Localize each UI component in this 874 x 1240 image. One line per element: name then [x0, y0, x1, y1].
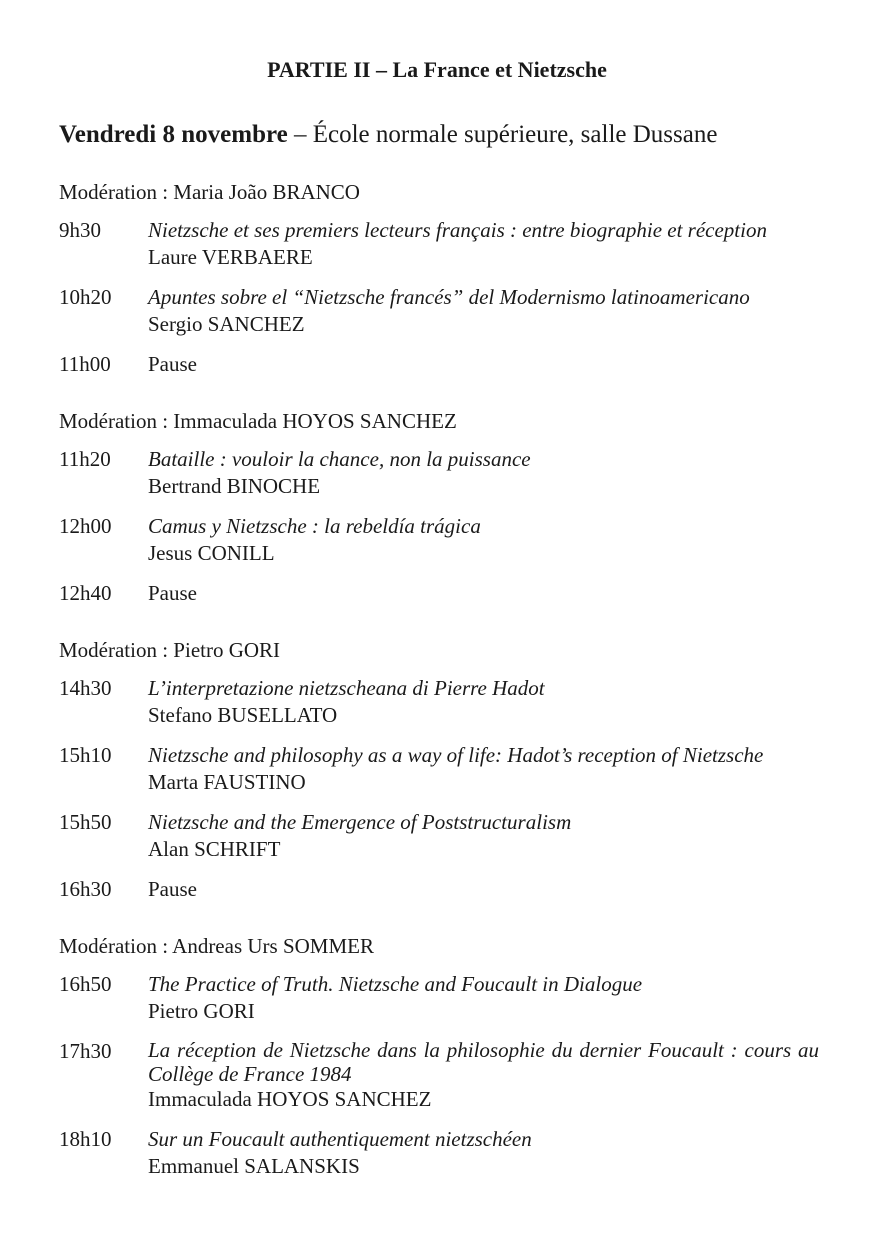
entry-content [148, 446, 819, 500]
session-block [59, 406, 819, 607]
talk-row [59, 217, 819, 271]
speaker-name: Laure VERBAERE [148, 245, 313, 269]
entry-content [148, 580, 819, 607]
part-title: PARTIE II – La France et Nietzsche [267, 57, 607, 82]
session-block [59, 177, 819, 378]
time-slot: 15h10 [59, 743, 112, 767]
entry-content [148, 742, 819, 796]
time-slot: 14h30 [59, 676, 112, 700]
talk-title: La réception de Nietzsche dans la philosophie du dernier Foucault : cours au Collège de France 1984 [148, 1038, 819, 1086]
schedule [59, 177, 819, 1180]
talk-title: L’interpretazione nietzscheana di Pierre Hadot [148, 676, 545, 700]
talk-row [59, 446, 819, 500]
pause-label: Pause [148, 581, 197, 605]
entry-content [148, 876, 819, 903]
time-slot: 11h20 [59, 447, 111, 471]
talk-title: Camus y Nietzsche : la rebeldía trágica [148, 514, 481, 538]
moderation-line: Modération : Maria João BRANCO [59, 180, 360, 204]
talk-title: Sur un Foucault authentiquement nietzschéen [148, 1127, 532, 1151]
time-slot: 16h50 [59, 972, 112, 996]
pause-label: Pause [148, 352, 197, 376]
day-heading [59, 119, 839, 151]
time-slot: 9h30 [59, 218, 101, 242]
pause-row [59, 351, 819, 378]
speaker-name: Immaculada HOYOS SANCHEZ [148, 1087, 432, 1111]
day-name: Vendredi 8 novembre [59, 121, 288, 148]
pause-label: Pause [148, 877, 197, 901]
entry-content [148, 284, 819, 338]
talk-row [59, 1038, 819, 1113]
time-slot: 15h50 [59, 810, 112, 834]
entry-content [148, 217, 819, 271]
speaker-name: Emmanuel SALANSKIS [148, 1154, 360, 1178]
time-slot: 12h00 [59, 514, 112, 538]
moderation-line: Modération : Andreas Urs SOMMER [59, 934, 374, 958]
entry-content [148, 809, 819, 863]
moderation-line: Modération : Immaculada HOYOS SANCHEZ [59, 409, 457, 433]
speaker-name: Sergio SANCHEZ [148, 312, 305, 336]
speaker-name: Jesus CONILL [148, 541, 275, 565]
time-slot: 17h30 [59, 1039, 112, 1063]
speaker-name: Pietro GORI [148, 999, 255, 1023]
speaker-name: Bertrand BINOCHE [148, 474, 321, 498]
speaker-name: Stefano BUSELLATO [148, 703, 338, 727]
talk-row [59, 284, 819, 338]
pause-row [59, 580, 819, 607]
pause-row [59, 876, 819, 903]
time-slot: 12h40 [59, 581, 112, 605]
day-location: – École normale supérieure, salle Dussane [287, 121, 718, 148]
time-slot: 11h00 [59, 352, 111, 376]
talk-title: The Practice of Truth. Nietzsche and Foucault in Dialogue [148, 972, 643, 996]
time-slot: 16h30 [59, 877, 112, 901]
talk-title: Bataille : vouloir la chance, non la puissance [148, 447, 531, 471]
entry-content [148, 513, 819, 567]
entry-content [148, 1126, 819, 1180]
talk-row [59, 742, 819, 796]
talk-title: Nietzsche and philosophy as a way of life: Hadot’s reception of Nietzsche [148, 743, 764, 767]
time-slot: 18h10 [59, 1127, 112, 1151]
talk-row [59, 513, 819, 567]
speaker-name: Marta FAUSTINO [148, 770, 306, 794]
moderation-line: Modération : Pietro GORI [59, 638, 281, 662]
session-block [59, 635, 819, 903]
talk-title: Nietzsche and the Emergence of Poststructuralism [148, 810, 572, 834]
talk-title: Apuntes sobre el “Nietzsche francés” del Modernismo latinoamericano [148, 285, 750, 309]
speaker-name: Alan SCHRIFT [148, 837, 281, 861]
entry-content [148, 675, 819, 729]
entry-content [148, 971, 819, 1025]
session-block [59, 931, 819, 1180]
talk-row [59, 675, 819, 729]
talk-title: Nietzsche et ses premiers lecteurs français : entre biographie et réception [148, 218, 767, 242]
time-slot: 10h20 [59, 285, 112, 309]
entry-content [148, 351, 819, 378]
talk-row [59, 971, 819, 1025]
talk-row [59, 809, 819, 863]
talk-row [59, 1126, 819, 1180]
entry-content [148, 1038, 819, 1113]
